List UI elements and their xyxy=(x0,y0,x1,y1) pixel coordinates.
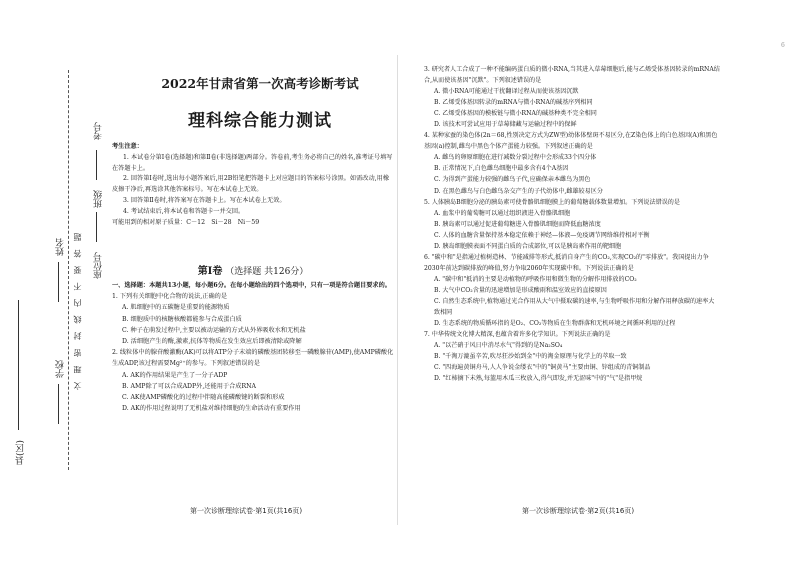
notice-item: 1. 本试卷分第Ⅰ卷(选择题)和第Ⅱ卷(非选择题)两部分。答卷前,考生务必将自己的姓名,准考证号填写在答题卡上。 xyxy=(112,153,393,172)
question-stem: 2. 线粒体中的腺苷酸激酶(AK)可以将ATP分子末端的磷酸基团转移至一磷酸腺苷(AMP),使AMP磷酸化生成ADP,该过程需要Mg²⁺的参与。下列叙述错误的是 xyxy=(112,349,394,368)
class-line xyxy=(96,212,97,242)
question-option: C. 为得到产蛋能力较强的雌鸟子代,应确保亲本雌鸟为黑色 xyxy=(434,176,591,184)
question-option: A. AK的作用结果是产生了一分子ADP xyxy=(122,371,228,379)
atomic-mass-line: 可能用到的相对原子质量：C－12 Si－28 Ni－59 xyxy=(112,218,260,226)
seal-dash-line xyxy=(68,70,69,470)
question-stem: 1. 下列有关细胞中化合物的说法,正确的是 xyxy=(112,293,228,301)
question-option: C. AK使AMP磷酸化的过程中伴随高能磷酸键的断裂和形成 xyxy=(122,394,285,402)
exam-notice xyxy=(112,142,394,228)
question-option: D. "红柿摘下未熟,每篮用木瓜三枚放入,得气即发,并无涩味"中的"气"是指甲烷 xyxy=(434,375,643,383)
question-option: A. 肌细胞中的五碳糖是重要的能源物质 xyxy=(122,304,230,312)
seat-label: 座位号 xyxy=(94,252,104,279)
question-option: C. 乙烯受体基因的模板链与微小RNA的碱基种类不完全相同 xyxy=(434,110,597,118)
question-option: D. AK的作用过程说明了无机盐对维持细胞的生命活动有重要作用 xyxy=(122,405,301,413)
right-questions xyxy=(424,64,720,384)
question-option: D. 活细胞产生的酶,激素,抗体等物质在发生效应后即被清除或降解 xyxy=(122,338,302,346)
binding-margin xyxy=(0,0,108,562)
section-intro: 一、选择题：本题共13小题，每小题6分。在每小题给出的四个选项中，只有一项是符合题目要求的。 xyxy=(112,282,391,289)
page-footer: 第一次诊断理综试卷·第1页(共16页) xyxy=(190,507,303,515)
notice-item: 3. 回答第Ⅱ卷时,将答案写在答题卡上。写在本试卷上无效。 xyxy=(123,196,286,204)
question-option: C. 自然生态系统中,植物通过光合作用从大气中摄取碳的速率,与生物呼吸作用和分解作用释放碳的速率大致相同 xyxy=(434,297,715,317)
subject-title: 理科综合能力测试 xyxy=(188,111,332,131)
question-option: B. AMP除了可以合成ADP外,还能用于合成RNA xyxy=(122,382,256,390)
question-stem: 4. 某种家蚕的染色体(2n＝68,性别决定方式为ZW型)幼体体壁斑不易区分,在Z染色体上的白色基因(A)和黑色基因(a)控制,雌鸟中黑色个体产蛋能力较强。下列叙述正确的是 xyxy=(424,132,718,151)
question-option: D. 该技术可尝试应用于草莓储藏与运输过程中的保鲜 xyxy=(434,121,577,129)
left-questions xyxy=(112,280,394,414)
question-stem: 7. 中华传统文化博大精深,也蕴含着许多化学知识。下列说法正确的是 xyxy=(424,331,611,339)
exam-no-line xyxy=(96,150,97,180)
question-option: B. 正常情况下,白色雌鸟细胞中最多含有4个A基因 xyxy=(434,165,569,173)
question-option: C. "四海遍黄铜舟马,人人争说金缕衣"中的"铜黄马"主要由铜、锌组成的青铜制品 xyxy=(434,364,651,372)
question-option: B. 胰岛素可以通过促进葡萄糖进入骨骼肌细胞而降低血糖浓度 xyxy=(434,220,601,228)
part-one-title xyxy=(112,262,394,277)
county-line xyxy=(18,300,19,430)
page-footer: 第一次诊断理综试卷·第2页(共16页) xyxy=(522,507,635,515)
school-label: 学校 xyxy=(56,360,66,378)
school-line xyxy=(58,384,59,424)
question-stem: 6. "碳中和"是指通过植树造林、节能减排等形式,抵消自身产生的CO₂,实现CO₂的"零排放"。我国提出力争2030年前达到碳排放的峰值,努力争取2060年实现碳中和。下列说法正确的是 xyxy=(424,253,709,272)
question-option: B. "千淘万漉虽辛苦,吹尽狂沙始到金"中的淘金原理与化学上的萃取一致 xyxy=(434,353,627,361)
question-option: B. 乙烯受体基因转录的mRNA与微小RNA的碱基序列相同 xyxy=(434,99,593,107)
question-option: B. 细胞质中的核糖核酸都能参与合成蛋白质 xyxy=(122,315,242,323)
question-stem: 3. 研究者人工合成了一种不能编码蛋白质的微小RNA,当其进入草莓细胞后,能与乙烯受体基因转录的mRNA结合,从而使该基因"沉默"。下列叙述错误的是 xyxy=(424,66,720,85)
question-option: A. 雌鸟的卵原细胞在进行减数分裂过程中会形成33个四分体 xyxy=(434,154,597,162)
exam-no-label: 考号 xyxy=(94,122,104,140)
question-option: A. 血浆中的葡萄糖可以通过组织液进入骨骼肌细胞 xyxy=(434,209,571,217)
question-option: C. 种子在萌发过程中,主要以被动运输的方式从外界吸收水和无机盐 xyxy=(122,326,306,334)
exam-title: 2022年甘肃省第一次高考诊断考试 xyxy=(161,76,359,91)
question-option: D. 生态系统的物质循环指的是O₂、CO₂等物质在生物群落和无机环境之间循环利用的过程 xyxy=(434,320,676,328)
question-option: D. 在黑色雌鸟与白色雌鸟杂交产生的子代幼体中,雌雄较易区分 xyxy=(434,187,603,195)
question-stem: 5. 人体胰岛B细胞分泌的胰岛素可使骨骼肌细胞膜上的葡萄糖载体数量增加。下列说法错误的是 xyxy=(424,198,680,206)
question-option: A. "以芒硝于风日中消尽水气"得到的是Na₂SO₄ xyxy=(434,342,563,350)
class-label: 班级 xyxy=(94,190,104,208)
notice-heading: 考生注意： xyxy=(112,143,143,150)
name-line xyxy=(58,262,59,302)
question-option: D. 胰岛细胞膜表面不同蛋白质的合成部位,可以是胰岛素作用的靶细胞 xyxy=(434,242,622,250)
seal-line-text: 文 理 密 封 线 内 不 要 答 题 xyxy=(73,230,82,390)
question-option: A. "碳中和"抵消的主要是动植物的呼吸作用和微生物的分解作用排放的CO₂ xyxy=(434,275,637,283)
county-label: 县(区) xyxy=(16,440,26,466)
notice-item: 2. 回答第Ⅰ卷时,选出每小题答案后,用2B铅笔把答题卡上对应题目的答案标号涂黑。如需改动,用橡皮擦干净后,再选涂其他答案标号。写在本试卷上无效。 xyxy=(112,175,390,194)
part-one-sub: （选择题 共126分） xyxy=(225,267,309,277)
corner-mark: 6 xyxy=(781,42,785,49)
question-option: C. 人体的血糖含量保持基本稳定依赖于神经—体液—免疫调节网络维持相对平衡 xyxy=(434,231,650,239)
part-one-label: 第Ⅰ卷 xyxy=(197,266,223,277)
notice-item: 4. 考试结束后,将本试卷和答题卡一并交回。 xyxy=(123,207,245,215)
question-option: A. 微小RNA可能通过干扰翻译过程从而使该基因沉默 xyxy=(434,88,579,96)
name-label: 姓名 xyxy=(56,238,66,256)
question-option: B. 大气中CO₂含量的迅速增加是形成酸雨和温室效应的直接原因 xyxy=(434,286,607,294)
